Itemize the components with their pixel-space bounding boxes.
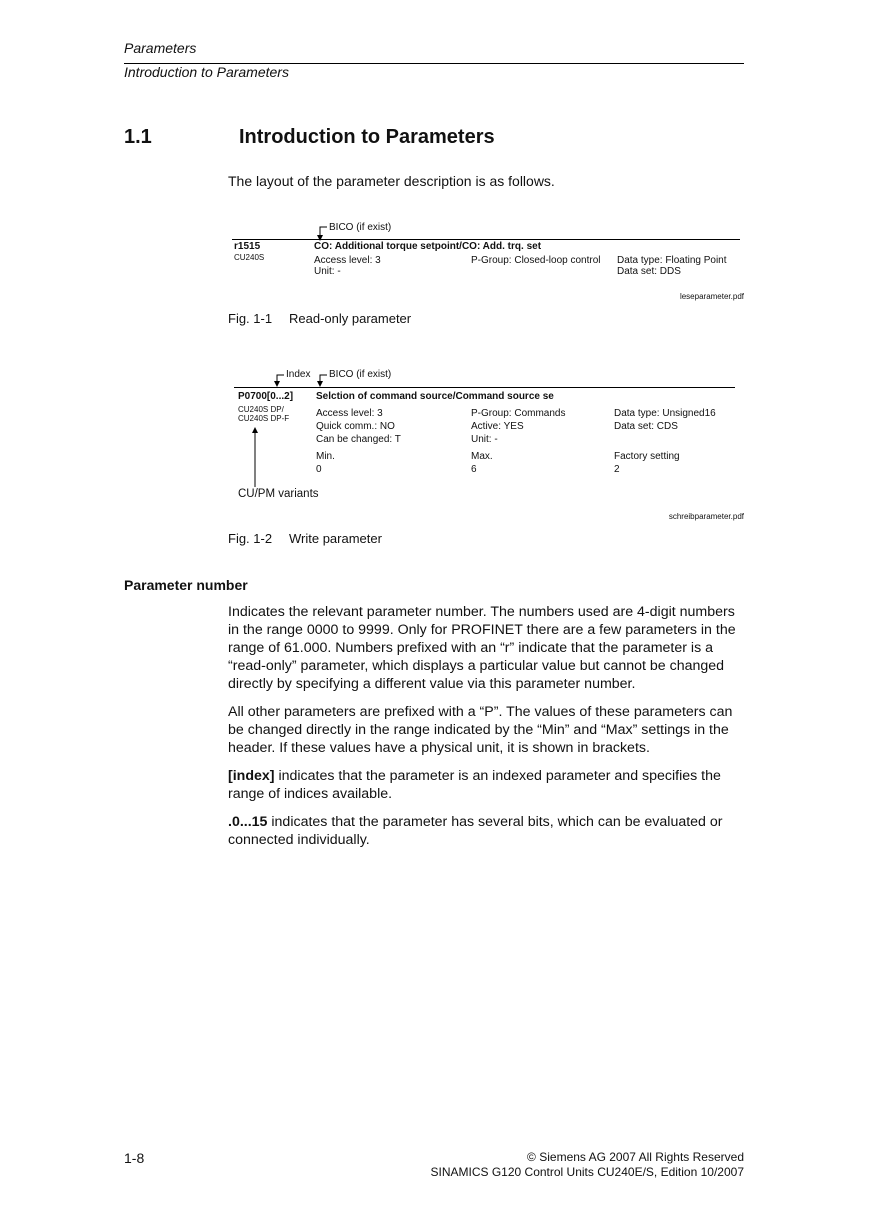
- fig2-factory-value: 2: [614, 464, 620, 475]
- fig2-can-be-changed: Can be changed: T: [316, 434, 401, 445]
- fig1-pgroup: P-Group: Closed-loop control: [471, 255, 601, 266]
- section-title: Introduction to Parameters: [239, 126, 495, 148]
- parameter-number-body: [228, 603, 746, 859]
- fig1-param-name: CO: Additional torque setpoint/CO: Add. trq. set: [314, 241, 542, 252]
- fig2-min-label: Min.: [316, 451, 335, 462]
- fig2-data-set: Data set: CDS: [614, 421, 678, 432]
- fig2-param-name: Selction of command source/Command source se: [316, 391, 554, 402]
- fig2-quick-comm: Quick comm.: NO: [316, 421, 395, 432]
- fig2-pgroup: P-Group: Commands: [471, 408, 566, 419]
- fig2-max-value: 6: [471, 464, 477, 475]
- paragraph-3: [228, 767, 746, 803]
- bits-description: indicates that the parameter has several bits, which can be evaluated or connected individually.: [228, 814, 723, 848]
- fig1-filename: leseparameter.pdf: [679, 292, 744, 301]
- fig2-min-value: 0: [316, 464, 322, 475]
- fig2-max-label: Max.: [471, 451, 493, 462]
- parameter-number-heading: Parameter number: [124, 577, 248, 593]
- page-number: 1-8: [124, 1150, 145, 1166]
- paragraph-4: [228, 813, 746, 849]
- running-header-section: Introduction to Parameters: [124, 64, 289, 80]
- fig1-access-level: Access level: 3: [314, 255, 381, 266]
- index-description: indicates that the parameter is an indexed parameter and specifies the range of indices available.: [228, 768, 721, 802]
- fig2-variants-label: CU/PM variants: [238, 488, 319, 500]
- fig2-caption-text: Write parameter: [289, 531, 382, 546]
- fig1-data-type: Data type: Floating Point: [617, 255, 727, 266]
- fig1-param-id: r1515: [234, 241, 261, 252]
- fig2-filename: schreibparameter.pdf: [668, 512, 744, 521]
- fig2-data-type: Data type: Unsigned16: [614, 408, 716, 419]
- section-number: 1.1: [124, 126, 152, 148]
- fig1-caption-text: Read-only parameter: [289, 311, 412, 326]
- footer-info: [431, 1150, 745, 1180]
- fig2-index-label: Index: [286, 369, 311, 380]
- fig2-caption-number: Fig. 1-2: [228, 531, 273, 546]
- intro-text: The layout of the parameter description is as follows.: [228, 173, 555, 189]
- fig2-factory-label: Factory setting: [614, 451, 680, 462]
- paragraph-1: Indicates the relevant parameter number. The numbers used are 4-digit numbers in the range 0000 to 9999. Only for PROFINET there are a few parameters in the range of 61.000. Numbers prefixed with an “r” indicate that the parameter is a “read-only” parameter, which displays a particular value but cannot be changed directly by specifying a different value via this parameter number.: [228, 604, 736, 692]
- fig1-caption-number: Fig. 1-1: [228, 311, 273, 326]
- fig2-header-rule: [234, 387, 735, 388]
- fig1-unit: Unit: -: [314, 266, 341, 277]
- fig2-active: Active: YES: [471, 421, 524, 432]
- fig2-unit: Unit: -: [471, 434, 498, 445]
- fig2-param-variant-1: CU240S DP/: [238, 405, 284, 414]
- fig2-access-level: Access level: 3: [316, 408, 383, 419]
- fig1-param-variant: CU240S: [234, 253, 265, 262]
- footer-copyright: © Siemens AG 2007 All Rights Reserved: [527, 1150, 744, 1164]
- footer-edition: SINAMICS G120 Control Units CU240E/S, Edition 10/2007: [430, 1165, 744, 1179]
- fig1-bico-label: BICO (if exist): [329, 222, 392, 233]
- fig2-bico-label: BICO (if exist): [329, 369, 392, 380]
- running-header-chapter: Parameters: [124, 40, 197, 56]
- fig2-param-id: P0700[0...2]: [238, 391, 294, 402]
- bits-term: .0...15: [228, 814, 268, 830]
- index-term: [index]: [228, 768, 275, 784]
- paragraph-2: All other parameters are prefixed with a “P”. The values of these parameters can be changed directly in the range indicated by the “Min” and “Max” settings in the header. If these values have a physical unit, it is shown in brackets.: [228, 704, 733, 756]
- fig1-data-set: Data set: DDS: [617, 266, 681, 277]
- fig1-header-rule: [232, 239, 740, 240]
- fig2-param-variant-2: CU240S DP-F: [238, 414, 290, 423]
